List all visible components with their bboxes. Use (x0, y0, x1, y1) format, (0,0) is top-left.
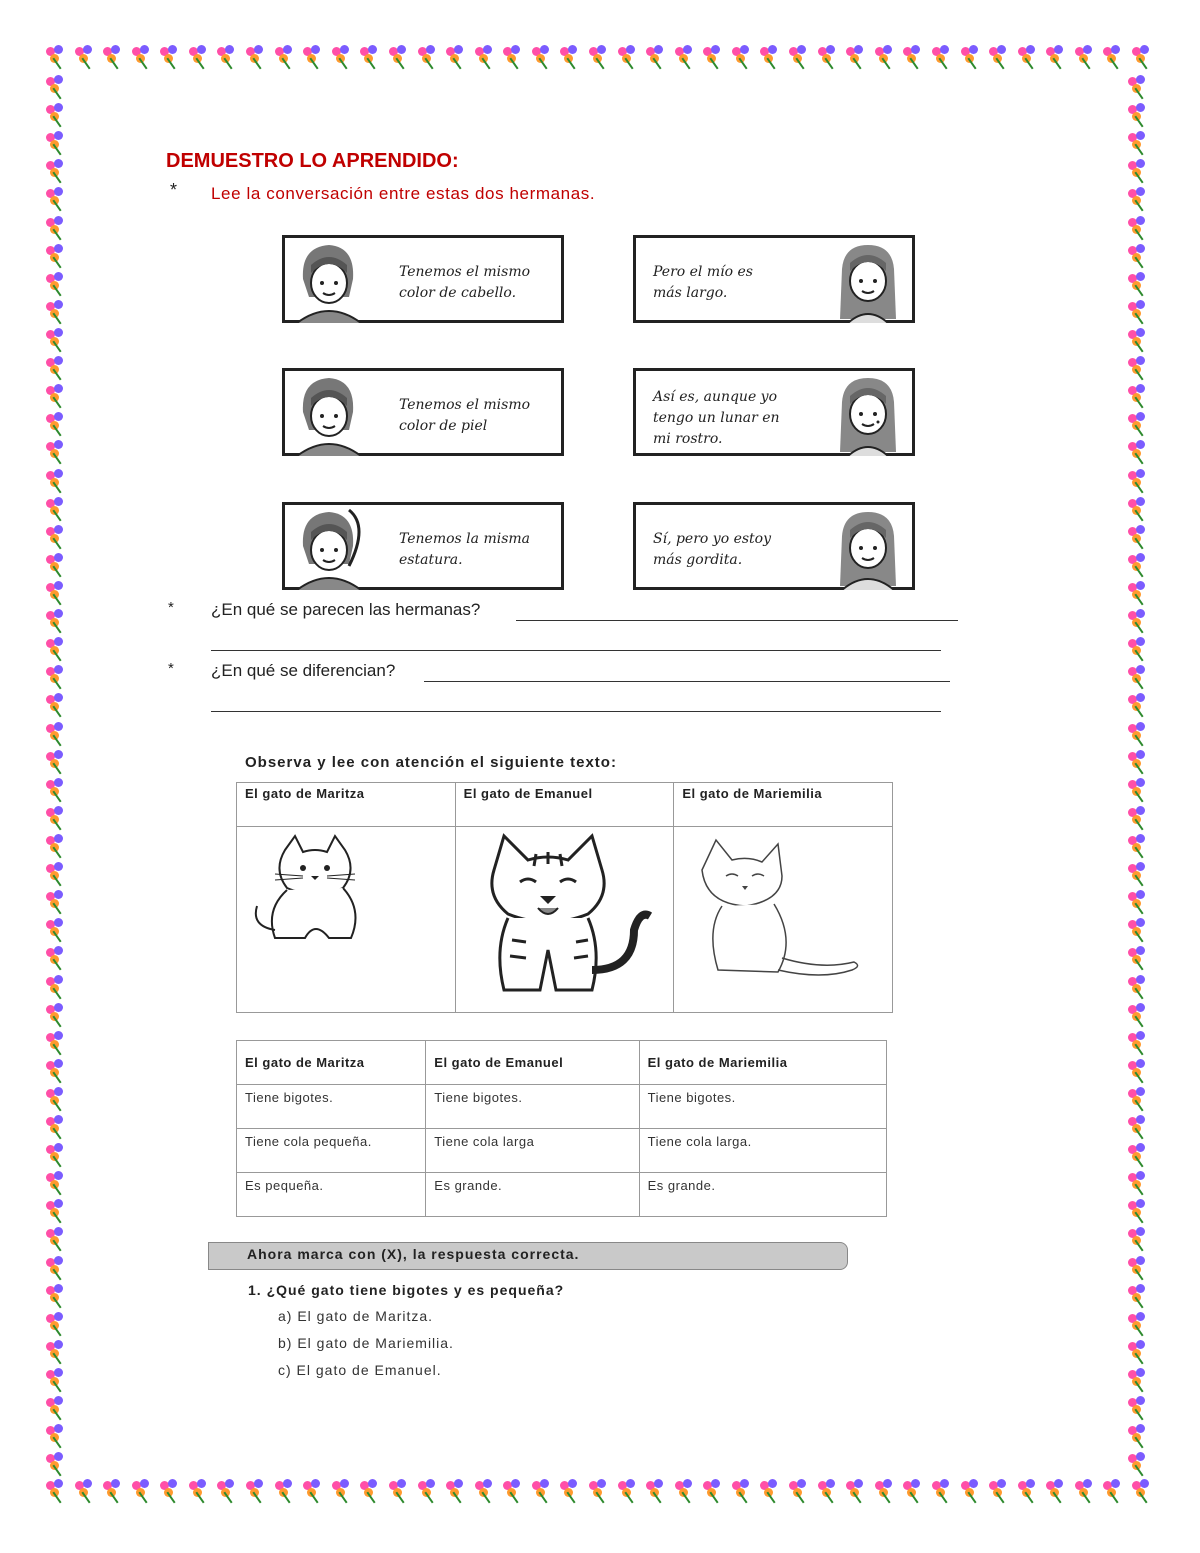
girl-short-hair-icon (289, 506, 369, 590)
flower-bouquet-icon (644, 44, 670, 70)
flower-bouquet-icon (44, 243, 70, 269)
table-cell: Tiene bigotes. (237, 1085, 426, 1129)
observe-heading: Observa y lee con atención el siguiente texto: (245, 754, 617, 771)
flower-bouquet-icon (1126, 608, 1152, 634)
flower-bouquet-icon (1126, 1451, 1152, 1477)
flower-bouquet-icon (44, 1170, 70, 1196)
flower-bouquet-icon (44, 74, 70, 100)
decorative-border-right (1126, 74, 1156, 1478)
flower-bouquet-icon (701, 44, 727, 70)
flower-bouquet-icon (501, 44, 527, 70)
dialogue-panel-2 (633, 235, 915, 323)
flower-bouquet-icon (101, 44, 127, 70)
flower-bouquet-icon (44, 917, 70, 943)
flower-bouquet-icon (901, 44, 927, 70)
girl-long-hair-icon (828, 506, 908, 590)
flower-bouquet-icon (44, 945, 70, 971)
flower-bouquet-icon (301, 44, 327, 70)
flower-bouquet-icon (44, 664, 70, 690)
flower-bouquet-icon (1126, 1339, 1152, 1365)
flower-bouquet-icon (44, 271, 70, 297)
flower-bouquet-icon (444, 44, 470, 70)
flower-bouquet-icon (1126, 1114, 1152, 1140)
flower-bouquet-icon (244, 1478, 270, 1504)
dialogue-panel-1 (282, 235, 564, 323)
flower-bouquet-icon (44, 833, 70, 859)
flower-bouquet-icon (1126, 1198, 1152, 1224)
bullet-marker: * (168, 660, 174, 677)
flower-bouquet-icon (1126, 777, 1152, 803)
flower-bouquet-icon (330, 1478, 356, 1504)
dialogue-panel-3 (282, 368, 564, 456)
answer-line[interactable] (211, 650, 941, 651)
flower-bouquet-icon (44, 1478, 70, 1504)
dialogue-text (399, 395, 530, 437)
flower-bouquet-icon (987, 1478, 1013, 1504)
flower-bouquet-icon (73, 44, 99, 70)
dialogue-line: Tenemos el mismo (399, 397, 531, 413)
flower-bouquet-icon (930, 44, 956, 70)
flower-bouquet-icon (473, 44, 499, 70)
flower-bouquet-icon (844, 44, 870, 70)
flower-bouquet-icon (1101, 44, 1127, 70)
flower-bouquet-icon (44, 1198, 70, 1224)
flower-bouquet-icon (387, 44, 413, 70)
dialogue-line: Tenemos la misma (399, 531, 531, 547)
traits-table (236, 1040, 887, 1217)
answer-line[interactable] (211, 711, 941, 712)
cat-picture-cell (455, 827, 674, 1013)
flower-bouquet-icon (44, 1058, 70, 1084)
flower-bouquet-icon (44, 1311, 70, 1337)
table-cell: Tiene bigotes. (639, 1085, 886, 1129)
flower-bouquet-icon (444, 1478, 470, 1504)
flower-bouquet-icon (1044, 1478, 1070, 1504)
flower-bouquet-icon (44, 102, 70, 128)
dialogue-text (653, 262, 753, 304)
question-similarities: ¿En qué se parecen las hermanas? (211, 600, 481, 619)
flower-bouquet-icon (44, 580, 70, 606)
cat-picture-cell (237, 827, 456, 1013)
flower-bouquet-icon (1126, 439, 1152, 465)
table-cell: Es grande. (426, 1173, 639, 1217)
page-title: DEMUESTRO LO APRENDIDO: (166, 150, 459, 172)
dialogue-line: mi rostro. (653, 431, 723, 447)
table-cell: Es grande. (639, 1173, 886, 1217)
flower-bouquet-icon (301, 1478, 327, 1504)
flower-bouquet-icon (1126, 917, 1152, 943)
flower-bouquet-icon (1126, 974, 1152, 1000)
flower-bouquet-icon (1126, 889, 1152, 915)
flower-bouquet-icon (587, 44, 613, 70)
flower-bouquet-icon (416, 1478, 442, 1504)
flower-bouquet-icon (1126, 1002, 1152, 1028)
table-row (237, 1129, 887, 1173)
flower-bouquet-icon (273, 44, 299, 70)
flower-bouquet-icon (844, 1478, 870, 1504)
dialogue-text (399, 529, 530, 571)
traits-header: El gato de Mariemilia (639, 1041, 886, 1085)
dialogue-line: Así es, aunque yo (653, 389, 778, 405)
flower-bouquet-icon (215, 1478, 241, 1504)
flower-bouquet-icon (959, 1478, 985, 1504)
flower-bouquet-icon (673, 1478, 699, 1504)
flower-bouquet-icon (44, 1142, 70, 1168)
flower-bouquet-icon (1126, 1283, 1152, 1309)
flower-bouquet-icon (44, 186, 70, 212)
flower-bouquet-icon (244, 44, 270, 70)
dialogue-text (653, 387, 780, 450)
flower-bouquet-icon (1126, 636, 1152, 662)
answer-line[interactable] (424, 681, 950, 682)
flower-bouquet-icon (44, 1283, 70, 1309)
flower-bouquet-icon (501, 1478, 527, 1504)
table-cell: Tiene bigotes. (426, 1085, 639, 1129)
table-cell: Tiene cola larga. (639, 1129, 886, 1173)
flower-bouquet-icon (1126, 1142, 1152, 1168)
flower-bouquet-icon (1126, 243, 1152, 269)
dialogue-panel-5 (282, 502, 564, 590)
flower-bouquet-icon (644, 1478, 670, 1504)
flower-bouquet-icon (758, 44, 784, 70)
flower-bouquet-icon (616, 44, 642, 70)
flower-bouquet-icon (1126, 1395, 1152, 1421)
traits-header: El gato de Emanuel (426, 1041, 639, 1085)
flower-bouquet-icon (1126, 299, 1152, 325)
flower-bouquet-icon (44, 1086, 70, 1112)
flower-bouquet-icon (787, 44, 813, 70)
kitten-icon (245, 830, 385, 950)
flower-bouquet-icon (44, 974, 70, 1000)
flower-bouquet-icon (44, 524, 70, 550)
flower-bouquet-icon (44, 636, 70, 662)
flower-bouquet-icon (44, 1030, 70, 1056)
flower-bouquet-icon (1126, 271, 1152, 297)
flower-bouquet-icon (1126, 186, 1152, 212)
flower-bouquet-icon (987, 44, 1013, 70)
flower-bouquet-icon (44, 327, 70, 353)
decorative-border-bottom (44, 1478, 1156, 1508)
flower-bouquet-icon (44, 1226, 70, 1252)
flower-bouquet-icon (44, 692, 70, 718)
flower-bouquet-icon (758, 1478, 784, 1504)
flower-bouquet-icon (1126, 1030, 1152, 1056)
flower-bouquet-icon (44, 1395, 70, 1421)
quiz-option-b[interactable]: b) El gato de Mariemilia. (278, 1335, 454, 1351)
flower-bouquet-icon (44, 468, 70, 494)
flower-bouquet-icon (44, 1255, 70, 1281)
cat-picture-cell (674, 827, 893, 1013)
table-cell: Tiene cola pequeña. (237, 1129, 426, 1173)
dialogue-line: más largo. (653, 285, 728, 301)
flower-bouquet-icon (1126, 805, 1152, 831)
flower-bouquet-icon (130, 1478, 156, 1504)
flower-bouquet-icon (1126, 1170, 1152, 1196)
flower-bouquet-icon (530, 1478, 556, 1504)
flower-bouquet-icon (1126, 1367, 1152, 1393)
dialogue-text (399, 262, 530, 304)
flower-bouquet-icon (1130, 1478, 1156, 1504)
flower-bouquet-icon (1126, 496, 1152, 522)
flower-bouquet-icon (101, 1478, 127, 1504)
bullet-marker: * (170, 180, 178, 200)
flower-bouquet-icon (873, 1478, 899, 1504)
flower-bouquet-icon (730, 1478, 756, 1504)
girl-short-hair-icon (289, 239, 369, 323)
flower-bouquet-icon (901, 1478, 927, 1504)
flower-bouquet-icon (1073, 44, 1099, 70)
flower-bouquet-icon (44, 552, 70, 578)
flower-bouquet-icon (358, 44, 384, 70)
flower-bouquet-icon (44, 439, 70, 465)
dialogue-line: más gordita. (653, 552, 743, 568)
flower-bouquet-icon (44, 1114, 70, 1140)
table-row (237, 1085, 887, 1129)
instruction-banner: Ahora marca con (X), la respuesta correcta. (208, 1242, 848, 1270)
dialogue-line: estatura. (399, 552, 463, 568)
cat-header: El gato de Mariemilia (674, 783, 893, 827)
decorative-border-top (44, 44, 1156, 74)
girl-short-hair-icon (289, 372, 369, 456)
flower-bouquet-icon (1126, 552, 1152, 578)
flower-bouquet-icon (930, 1478, 956, 1504)
flower-bouquet-icon (1126, 664, 1152, 690)
flower-bouquet-icon (358, 1478, 384, 1504)
flower-bouquet-icon (158, 44, 184, 70)
flower-bouquet-icon (387, 1478, 413, 1504)
answer-line[interactable] (516, 620, 958, 621)
flower-bouquet-icon (330, 44, 356, 70)
flower-bouquet-icon (616, 1478, 642, 1504)
flower-bouquet-icon (44, 1339, 70, 1365)
dialogue-line: color de piel (399, 418, 488, 434)
flower-bouquet-icon (673, 44, 699, 70)
flower-bouquet-icon (215, 44, 241, 70)
flower-bouquet-icon (44, 355, 70, 381)
dialogue-line: color de cabello. (399, 285, 517, 301)
striped-cat-icon (464, 830, 660, 1000)
dialogue-line: Sí, pero yo estoy (653, 531, 772, 547)
flower-bouquet-icon (44, 721, 70, 747)
dialogue-panel-4 (633, 368, 915, 456)
cat-header: El gato de Maritza (237, 783, 456, 827)
girl-long-hair-icon (828, 239, 908, 323)
flower-bouquet-icon (730, 44, 756, 70)
flower-bouquet-icon (558, 44, 584, 70)
flower-bouquet-icon (701, 1478, 727, 1504)
flower-bouquet-icon (44, 861, 70, 887)
dialogue-line: Tenemos el mismo (399, 264, 531, 280)
table-cell: Es pequeña. (237, 1173, 426, 1217)
flower-bouquet-icon (44, 749, 70, 775)
flower-bouquet-icon (1126, 1226, 1152, 1252)
dialogue-line: tengo un lunar en (653, 410, 780, 426)
flower-bouquet-icon (1126, 383, 1152, 409)
flower-bouquet-icon (787, 1478, 813, 1504)
flower-bouquet-icon (816, 1478, 842, 1504)
flower-bouquet-icon (187, 1478, 213, 1504)
flower-bouquet-icon (1126, 102, 1152, 128)
flower-bouquet-icon (1126, 355, 1152, 381)
flower-bouquet-icon (1126, 1311, 1152, 1337)
flower-bouquet-icon (44, 411, 70, 437)
flower-bouquet-icon (44, 215, 70, 241)
quiz-option-a[interactable]: a) El gato de Maritza. (278, 1308, 434, 1324)
flower-bouquet-icon (1126, 1255, 1152, 1281)
flower-bouquet-icon (1126, 327, 1152, 353)
table-cell: Tiene cola larga (426, 1129, 639, 1173)
girl-long-hair-icon (828, 372, 908, 456)
flower-bouquet-icon (1126, 1086, 1152, 1112)
flower-bouquet-icon (1044, 44, 1070, 70)
flower-bouquet-icon (44, 805, 70, 831)
table-row (237, 1173, 887, 1217)
instruction-text: Lee la conversación entre estas dos hermanas. (211, 184, 596, 203)
flower-bouquet-icon (1016, 1478, 1042, 1504)
cats-picture-table (236, 782, 893, 1013)
quiz-question: 1. ¿Qué gato tiene bigotes y es pequeña? (248, 1282, 565, 1298)
flower-bouquet-icon (44, 777, 70, 803)
flower-bouquet-icon (1126, 580, 1152, 606)
flower-bouquet-icon (1130, 44, 1156, 70)
flower-bouquet-icon (1126, 158, 1152, 184)
flower-bouquet-icon (130, 44, 156, 70)
flower-bouquet-icon (44, 383, 70, 409)
flower-bouquet-icon (44, 299, 70, 325)
flower-bouquet-icon (44, 158, 70, 184)
flower-bouquet-icon (44, 889, 70, 915)
flower-bouquet-icon (1126, 861, 1152, 887)
flower-bouquet-icon (959, 44, 985, 70)
flower-bouquet-icon (1126, 524, 1152, 550)
flower-bouquet-icon (1126, 721, 1152, 747)
flower-bouquet-icon (1126, 833, 1152, 859)
flower-bouquet-icon (1126, 130, 1152, 156)
flower-bouquet-icon (816, 44, 842, 70)
flower-bouquet-icon (1126, 1423, 1152, 1449)
flower-bouquet-icon (1101, 1478, 1127, 1504)
flower-bouquet-icon (1126, 692, 1152, 718)
question-differences: ¿En qué se diferencian? (211, 661, 396, 680)
flower-bouquet-icon (44, 1002, 70, 1028)
flower-bouquet-icon (416, 44, 442, 70)
dialogue-line: Pero el mío es (653, 264, 753, 280)
flower-bouquet-icon (44, 1367, 70, 1393)
flower-bouquet-icon (1126, 74, 1152, 100)
flower-bouquet-icon (1126, 1058, 1152, 1084)
flower-bouquet-icon (44, 130, 70, 156)
flower-bouquet-icon (158, 1478, 184, 1504)
flower-bouquet-icon (44, 496, 70, 522)
decorative-border-left (44, 74, 74, 1478)
bullet-marker: * (168, 599, 174, 616)
flower-bouquet-icon (558, 1478, 584, 1504)
flower-bouquet-icon (587, 1478, 613, 1504)
flower-bouquet-icon (1126, 749, 1152, 775)
flower-bouquet-icon (1126, 945, 1152, 971)
flower-bouquet-icon (73, 1478, 99, 1504)
flower-bouquet-icon (44, 608, 70, 634)
flower-bouquet-icon (530, 44, 556, 70)
flower-bouquet-icon (873, 44, 899, 70)
flower-bouquet-icon (1126, 215, 1152, 241)
quiz-option-c[interactable]: c) El gato de Emanuel. (278, 1362, 442, 1378)
flower-bouquet-icon (1126, 468, 1152, 494)
flower-bouquet-icon (473, 1478, 499, 1504)
cat-header: El gato de Emanuel (455, 783, 674, 827)
outline-cat-icon (682, 830, 878, 1000)
dialogue-text (653, 529, 771, 571)
flower-bouquet-icon (44, 1423, 70, 1449)
traits-header: El gato de Maritza (237, 1041, 426, 1085)
flower-bouquet-icon (273, 1478, 299, 1504)
flower-bouquet-icon (44, 44, 70, 70)
dialogue-panel-6 (633, 502, 915, 590)
flower-bouquet-icon (44, 1451, 70, 1477)
flower-bouquet-icon (1126, 411, 1152, 437)
flower-bouquet-icon (1073, 1478, 1099, 1504)
flower-bouquet-icon (1016, 44, 1042, 70)
flower-bouquet-icon (187, 44, 213, 70)
